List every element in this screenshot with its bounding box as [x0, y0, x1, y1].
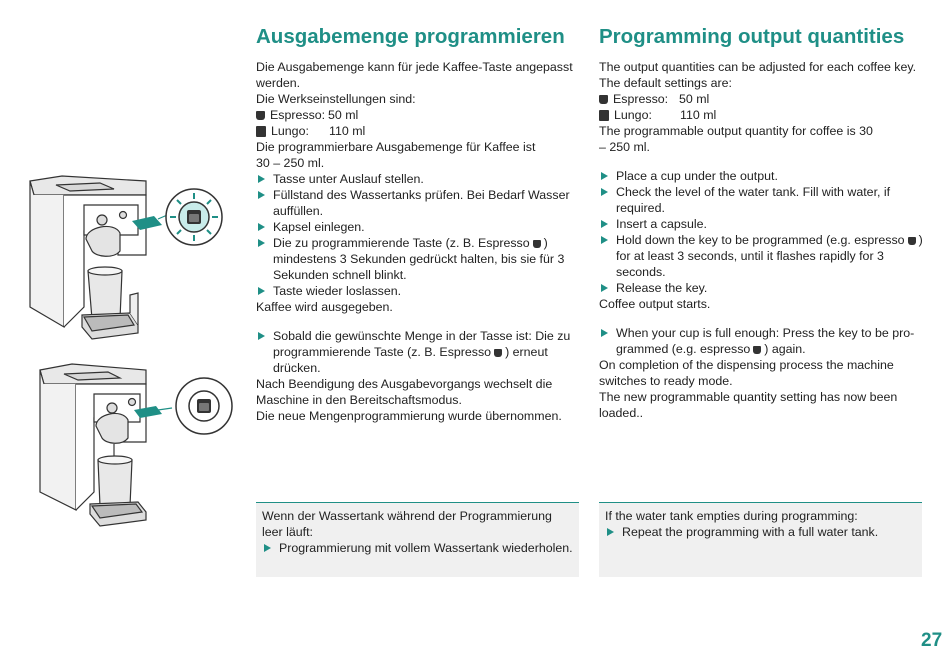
espresso-cup-icon — [256, 111, 265, 120]
german-step: Taste wieder loslassen. — [256, 283, 581, 299]
english-step: Check the level of the water tank. Fill with water, if required. — [599, 184, 924, 216]
english-note-intro: If the water tank empties during programming: — [605, 509, 858, 523]
bullet-triangle-icon — [258, 239, 265, 247]
german-note-step: Programmierung mit vollem Wassertank wiederholen. — [262, 540, 573, 556]
german-note-intro: Wenn der Wassertank während der Programmierung leer läuft: — [262, 509, 552, 539]
english-espresso-row: Espresso: 50 ml — [599, 91, 924, 107]
english-intro: The output quantities can be adjusted for each coffee key. — [599, 60, 917, 74]
lungo-cup-icon — [256, 126, 266, 137]
bullet-triangle-icon — [258, 191, 265, 199]
bullet-triangle-icon — [607, 528, 614, 536]
english-title: Programming output quantities — [599, 25, 905, 48]
german-step: Kapsel einlegen. — [256, 219, 581, 235]
german-lungo-row: Lungo: 110 ml — [256, 123, 581, 139]
german-intro: Die Ausgabemenge kann für jede Kaffee-Taste angepasst werden. — [256, 60, 573, 90]
bullet-triangle-icon — [258, 175, 265, 183]
german-result: Die neue Mengenprogrammierung wurde übernommen. — [256, 409, 562, 423]
english-step: Place a cup under the output. — [599, 168, 924, 184]
english-step: Release the key. — [599, 280, 924, 296]
german-result: Kaffee wird ausgegeben. — [256, 300, 393, 314]
espresso-cup-icon — [533, 240, 541, 248]
steady-button-icon — [176, 378, 232, 434]
german-espresso-row: Espresso: 50 ml — [256, 107, 581, 123]
espresso-cup-icon — [908, 237, 916, 245]
bullet-triangle-icon — [264, 544, 271, 552]
english-result: The new programmable quantity setting has now been loaded.. — [599, 390, 898, 420]
german-column — [256, 24, 581, 424]
german-note-box — [256, 502, 579, 577]
english-step: Hold down the key to be programmed (e.g. espresso ) for at least 3 seconds, until it flashes rapidly for 3 seconds. — [599, 232, 924, 280]
english-step: When your cup is full enough: Press the key to be pro-grammed (e.g. espresso ) again. — [599, 325, 924, 357]
bullet-triangle-icon — [601, 220, 608, 228]
bullet-triangle-icon — [258, 332, 265, 340]
lungo-cup-icon — [599, 110, 609, 121]
coffee-machine-illustration-top — [22, 175, 252, 350]
english-note-box — [599, 502, 922, 577]
german-result: Nach Beendigung des Ausgabevorgangs wechselt die Maschine in den Bereitschaftsmodus. — [256, 377, 553, 407]
page-number: 27 — [921, 630, 943, 651]
bullet-triangle-icon — [258, 287, 265, 295]
german-step: Sobald die gewünschte Menge in der Tasse ist: Die zu programmierende Taste (z. B. Espresso ) erneut drücken. — [256, 328, 581, 376]
english-lungo-row: Lungo: 110 ml — [599, 107, 924, 123]
english-step: Insert a capsule. — [599, 216, 924, 232]
german-title: Ausgabemenge programmieren — [256, 25, 565, 48]
bullet-triangle-icon — [601, 284, 608, 292]
german-step: Tasse unter Auslauf stellen. — [256, 171, 581, 187]
bullet-triangle-icon — [601, 172, 608, 180]
bullet-triangle-icon — [601, 329, 608, 337]
espresso-cup-icon — [753, 346, 761, 354]
english-note-step: Repeat the programming with a full water tank. — [605, 524, 916, 540]
german-defaults-heading: Die Werkseinstellungen sind: — [256, 92, 416, 106]
german-step: Füllstand des Wassertanks prüfen. Bei Bedarf Wasser auffüllen. — [256, 187, 581, 219]
coffee-machine-illustration-bottom — [36, 360, 266, 540]
bullet-triangle-icon — [258, 223, 265, 231]
english-column — [599, 24, 924, 421]
english-result: Coffee output starts. — [599, 297, 711, 311]
flashing-button-icon — [166, 189, 222, 245]
bullet-triangle-icon — [601, 236, 608, 244]
german-range: Die programmierbare Ausgabemenge für Kaffee ist 30 – 250 ml. — [256, 140, 536, 170]
espresso-cup-icon — [599, 95, 608, 104]
bullet-triangle-icon — [601, 188, 608, 196]
english-range: The programmable output quantity for coffee is 30 – 250 ml. — [599, 124, 873, 154]
german-step: Die zu programmierende Taste (z. B. Espresso ) mindestens 3 Sekunden gedrückt halten, bis sie für 3 Sekunden schnell blinkt. — [256, 235, 581, 283]
english-result: On completion of the dispensing process the machine switches to ready mode. — [599, 358, 894, 388]
espresso-cup-icon — [494, 349, 502, 357]
english-defaults-heading: The default settings are: — [599, 76, 732, 90]
